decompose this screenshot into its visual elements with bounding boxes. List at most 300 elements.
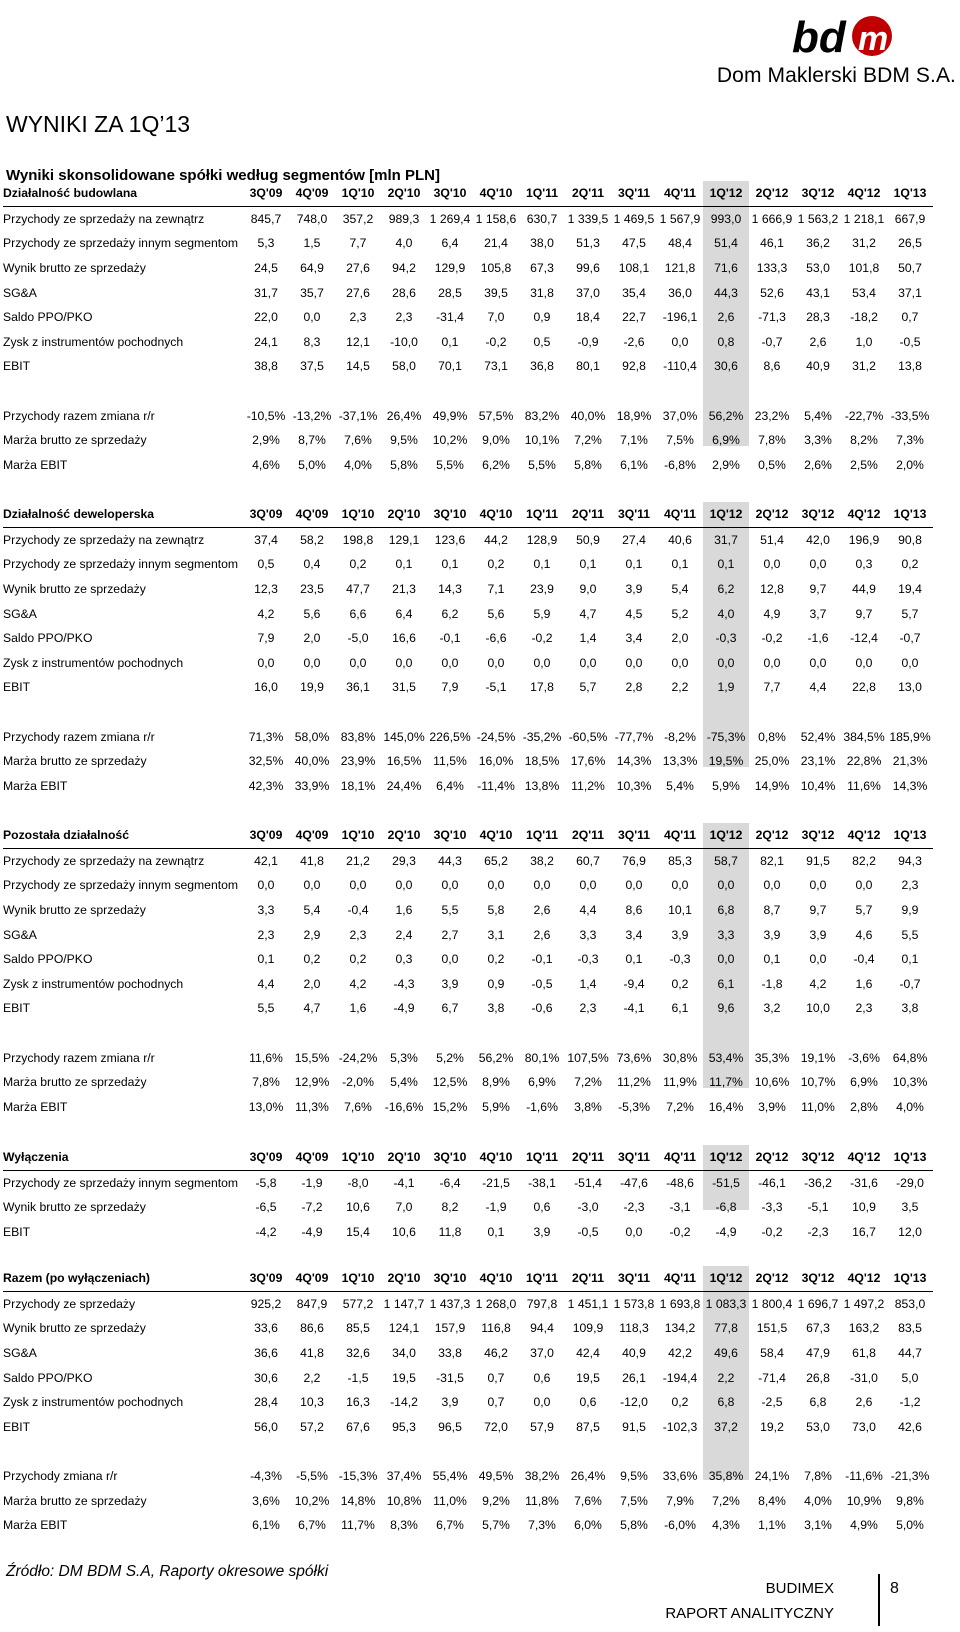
value-cell: 0,1	[533, 557, 551, 572]
value-cell: -48,6	[666, 1175, 694, 1190]
value-cell: 24,4%	[386, 778, 422, 793]
period-header: 2Q'10	[381, 1266, 427, 1291]
table-row	[3, 280, 933, 305]
value-cell: -5,8	[255, 1175, 277, 1190]
value-cell: 52,4%	[800, 729, 836, 744]
value-cell: -71,3	[758, 310, 786, 325]
value-cell: 70,1	[438, 359, 462, 374]
value-cell: 196,9	[848, 532, 880, 547]
value-cell: -13,2%	[292, 408, 332, 423]
value-cell: 5,4%	[666, 778, 694, 793]
row-label: Przychody ze sprzedaży innym segmentom	[3, 878, 239, 893]
value-cell: 47,9	[806, 1346, 830, 1361]
row-label: SG&A	[3, 1346, 37, 1361]
value-cell: 105,8	[480, 261, 512, 276]
value-cell: 9,8%	[896, 1493, 924, 1508]
value-cell: 925,2	[250, 1296, 282, 1311]
period-header: 2Q'11	[565, 1145, 611, 1170]
period-header: 2Q'11	[565, 1266, 611, 1291]
value-cell: 6,2	[717, 582, 735, 597]
value-cell: 5,0%	[298, 457, 326, 472]
value-cell: 4,2	[349, 976, 367, 991]
value-cell: 101,8	[848, 261, 880, 276]
value-cell: 0,0	[763, 878, 781, 893]
value-cell: 0,7	[901, 310, 919, 325]
value-cell: 21,3%	[892, 754, 928, 769]
value-cell: 67,6	[346, 1419, 370, 1434]
value-cell: 3,4	[625, 631, 643, 646]
value-cell: 0,0	[671, 334, 689, 349]
value-cell: 17,6%	[570, 754, 606, 769]
value-cell: -15,3%	[338, 1469, 378, 1484]
value-cell: 118,3	[619, 1321, 649, 1336]
value-cell: 7,7	[349, 236, 367, 251]
value-cell: -12,0	[620, 1395, 648, 1410]
value-cell: 357,2	[342, 211, 374, 226]
value-cell: 35,7	[300, 285, 324, 300]
row-label: Wynik brutto ze sprzedaży	[3, 582, 146, 597]
period-header: 4Q'11	[657, 181, 703, 206]
table-row	[3, 922, 933, 947]
table-row	[3, 1316, 933, 1341]
row-label: Marża EBIT	[3, 457, 68, 472]
value-cell: 23,9	[530, 582, 554, 597]
value-cell: 4,6%	[252, 457, 280, 472]
value-cell: 14,5	[346, 359, 370, 374]
value-cell: 73,6%	[616, 1050, 652, 1065]
value-cell: -0,2	[761, 1225, 783, 1240]
value-cell: 2,0	[303, 976, 321, 991]
value-cell: 9,7	[809, 582, 827, 597]
value-cell: 630,7	[526, 211, 558, 226]
table-row	[3, 1195, 933, 1220]
value-cell: 7,3%	[896, 433, 924, 448]
value-cell: 32,5%	[248, 754, 284, 769]
period-header: 3Q'10	[427, 1145, 473, 1170]
value-cell: 1,9	[717, 680, 735, 695]
period-header: 4Q'12	[841, 1266, 887, 1291]
value-cell: -77,7%	[614, 729, 654, 744]
value-cell: -1,6	[807, 631, 829, 646]
value-cell: 19,5	[392, 1370, 416, 1385]
row-label: Przychody ze sprzedaży innym segmentom	[3, 1175, 239, 1190]
value-cell: 0,9	[533, 310, 551, 325]
value-cell: 65,2	[484, 853, 508, 868]
value-cell: 26,4%	[570, 1469, 606, 1484]
value-cell: 15,5%	[294, 1050, 330, 1065]
period-header: 3Q'10	[427, 1266, 473, 1291]
value-cell: 42,4	[576, 1346, 600, 1361]
value-cell: 0,0	[533, 1395, 551, 1410]
value-cell: 6,9%	[528, 1075, 556, 1090]
value-cell: 4,2	[257, 606, 275, 621]
value-cell: 10,1%	[524, 433, 560, 448]
value-cell: -31,5	[436, 1370, 464, 1385]
value-cell: 847,9	[296, 1296, 328, 1311]
value-cell: 6,1%	[252, 1518, 280, 1533]
value-cell: 5,3%	[390, 1050, 418, 1065]
period-header: 2Q'12	[749, 1266, 795, 1291]
value-cell: 67,3	[530, 261, 554, 276]
period-header: 1Q'10	[335, 823, 381, 848]
table-row	[3, 774, 933, 799]
spacer-row	[3, 1021, 933, 1046]
value-cell: 96,5	[438, 1419, 462, 1434]
value-cell: 7,8%	[252, 1075, 280, 1090]
value-cell: 16,7	[852, 1225, 876, 1240]
value-cell: -0,4	[853, 952, 875, 967]
value-cell: -2,5	[761, 1395, 783, 1410]
period-header: 2Q'11	[565, 823, 611, 848]
value-cell: 5,9%	[482, 1099, 510, 1114]
value-cell: 145,0%	[383, 729, 425, 744]
value-cell: 26,1	[622, 1370, 646, 1385]
value-cell: 108,1	[618, 261, 650, 276]
value-cell: 5,6	[487, 606, 505, 621]
value-cell: 0,1	[671, 557, 689, 572]
period-header: 4Q'12	[841, 502, 887, 527]
value-cell: 1 218,1	[843, 211, 885, 226]
value-cell: 2,6	[533, 903, 551, 918]
value-cell: 577,2	[342, 1296, 374, 1311]
value-cell: 5,8%	[574, 457, 602, 472]
value-cell: 29,3	[392, 853, 416, 868]
value-cell: 0,6	[579, 1395, 597, 1410]
table-row	[3, 675, 933, 700]
value-cell: 42,0	[806, 532, 830, 547]
value-cell: 67,3	[806, 1321, 830, 1336]
value-cell: -21,3%	[890, 1469, 930, 1484]
value-cell: 198,8	[342, 532, 374, 547]
value-cell: 3,9	[763, 927, 781, 942]
period-header: 3Q'11	[611, 1145, 657, 1170]
value-cell: 11,8	[438, 1225, 462, 1240]
period-header: 1Q'12	[703, 1145, 749, 1170]
value-cell: 44,3	[438, 853, 462, 868]
value-cell: 33,9%	[294, 778, 330, 793]
value-cell: 8,7%	[298, 433, 326, 448]
value-cell: 0,0	[303, 878, 321, 893]
value-cell: 5,7	[901, 606, 919, 621]
value-cell: -5,3%	[618, 1099, 650, 1114]
value-cell: 7,1%	[620, 433, 648, 448]
value-cell: -5,0	[347, 631, 369, 646]
value-cell: 9,0%	[482, 433, 510, 448]
period-header: 1Q'11	[519, 1145, 565, 1170]
value-cell: 27,4	[622, 532, 646, 547]
value-cell: 51,3	[576, 236, 600, 251]
value-cell: 3,1	[487, 927, 505, 942]
value-cell: 8,2%	[850, 433, 878, 448]
value-cell: 9,2%	[482, 1493, 510, 1508]
value-cell: -31,6	[850, 1175, 878, 1190]
table-row	[3, 527, 933, 552]
value-cell: -2,6	[623, 334, 645, 349]
value-cell: 8,6	[763, 359, 781, 374]
segment-table	[3, 502, 933, 798]
value-cell: -6,5	[255, 1200, 277, 1215]
value-cell: 3,7	[809, 606, 827, 621]
value-cell: 0,6	[533, 1370, 551, 1385]
period-header: 4Q'11	[657, 1266, 703, 1291]
period-header: 1Q'11	[519, 823, 565, 848]
table-row	[3, 330, 933, 355]
value-cell: 0,0	[441, 952, 459, 967]
value-cell: 0,5%	[758, 457, 786, 472]
value-cell: 4,0	[717, 606, 735, 621]
value-cell: 12,9%	[294, 1075, 330, 1090]
value-cell: 1,0	[855, 334, 873, 349]
segment-table	[3, 1145, 933, 1244]
value-cell: -6,8%	[664, 457, 696, 472]
value-cell: -4,1	[623, 1001, 645, 1016]
value-cell: 31,5	[392, 680, 416, 695]
value-cell: 3,3%	[804, 433, 832, 448]
value-cell: 2,8	[625, 680, 643, 695]
period-header: 2Q'12	[749, 823, 795, 848]
value-cell: 6,7	[441, 1001, 459, 1016]
value-cell: 11,0%	[801, 1099, 835, 1114]
value-cell: 11,8%	[525, 1493, 559, 1508]
value-cell: 28,3	[806, 310, 830, 325]
value-cell: 49,6	[714, 1346, 738, 1361]
value-cell: 40,6	[668, 532, 692, 547]
value-cell: 16,0	[254, 680, 278, 695]
value-cell: 9,6	[717, 1001, 735, 1016]
value-cell: -0,5	[531, 976, 553, 991]
value-cell: 7,9	[441, 680, 459, 695]
value-cell: 10,0	[806, 1001, 830, 1016]
period-header: 4Q'11	[657, 502, 703, 527]
table-row	[3, 1070, 933, 1095]
value-cell: 18,5%	[524, 754, 560, 769]
period-header: 3Q'11	[611, 823, 657, 848]
value-cell: 10,4%	[800, 778, 836, 793]
row-label: Zysk z instrumentów pochodnych	[3, 976, 184, 991]
value-cell: 0,0	[625, 1225, 643, 1240]
table-row	[3, 1464, 933, 1489]
value-cell: 3,9	[441, 1395, 459, 1410]
row-label: Wynik brutto ze sprzedaży	[3, 1200, 146, 1215]
value-cell: -29,0	[896, 1175, 924, 1190]
period-header: 1Q'10	[335, 181, 381, 206]
value-cell: 0,0	[579, 878, 597, 893]
value-cell: -11,4%	[477, 778, 515, 793]
row-label: Saldo PPO/PKO	[3, 631, 93, 646]
value-cell: 6,1	[671, 1001, 689, 1016]
value-cell: 19,4	[898, 582, 922, 597]
period-header: 1Q'11	[519, 181, 565, 206]
value-cell: 121,8	[664, 261, 696, 276]
value-cell: 0,0	[303, 310, 321, 325]
period-header: 4Q'09	[289, 823, 335, 848]
value-cell: 77,8	[714, 1321, 738, 1336]
value-cell: 1 269,4	[429, 211, 471, 226]
value-cell: 3,5	[901, 1200, 919, 1215]
period-header: 1Q'12	[703, 181, 749, 206]
value-cell: 4,9%	[850, 1518, 878, 1533]
value-cell: 10,9	[852, 1200, 876, 1215]
value-cell: 10,1	[668, 903, 692, 918]
value-cell: 4,2	[809, 976, 827, 991]
value-cell: -5,5%	[296, 1469, 328, 1484]
value-cell: 36,2	[806, 236, 830, 251]
value-cell: 16,0%	[478, 754, 514, 769]
period-header: 4Q'10	[473, 1266, 519, 1291]
value-cell: -1,5	[347, 1370, 369, 1385]
table-row	[3, 601, 933, 626]
value-cell: 151,5	[756, 1321, 788, 1336]
value-cell: 1 573,8	[613, 1296, 655, 1311]
value-cell: 1 268,0	[475, 1296, 517, 1311]
table-header-row	[3, 1266, 933, 1291]
table-row	[3, 552, 933, 577]
segment-name: Wyłączenia	[3, 1145, 243, 1170]
value-cell: 5,8%	[390, 457, 418, 472]
value-cell: 2,3	[349, 927, 367, 942]
value-cell: 0,2	[901, 557, 919, 572]
value-cell: -14,2	[390, 1395, 418, 1410]
value-cell: 15,2%	[432, 1099, 468, 1114]
value-cell: 7,2%	[712, 1493, 740, 1508]
value-cell: 26,8	[806, 1370, 830, 1385]
value-cell: 73,0	[852, 1419, 876, 1434]
table-row	[3, 1513, 933, 1538]
value-cell: 0,0	[855, 878, 873, 893]
value-cell: 8,6	[625, 903, 643, 918]
value-cell: 26,4%	[386, 408, 422, 423]
row-label: Marża brutto ze sprzedaży	[3, 433, 147, 448]
value-cell: 2,3	[257, 927, 275, 942]
value-cell: 86,6	[300, 1321, 324, 1336]
value-cell: 33,6%	[662, 1469, 698, 1484]
value-cell: 0,2	[303, 952, 321, 967]
period-header: 1Q'13	[887, 823, 933, 848]
value-cell: -4,2	[255, 1225, 277, 1240]
value-cell: 31,7	[714, 532, 738, 547]
value-cell: 5,5%	[528, 457, 556, 472]
source-note: Źródło: DM BDM S.A, Raporty okresowe spółki	[6, 1563, 329, 1580]
value-cell: 4,7	[303, 1001, 321, 1016]
value-cell: 5,6	[303, 606, 321, 621]
value-cell: -51,4	[574, 1175, 602, 1190]
period-header: 3Q'12	[795, 823, 841, 848]
value-cell: 0,0	[809, 655, 827, 670]
value-cell: 42,1	[254, 853, 278, 868]
value-cell: -4,9	[301, 1225, 323, 1240]
value-cell: 36,8	[530, 359, 554, 374]
value-cell: 4,7	[579, 606, 597, 621]
value-cell: 71,3%	[248, 729, 284, 744]
value-cell: -4,3%	[250, 1469, 282, 1484]
value-cell: 24,5	[254, 261, 278, 276]
value-cell: 0,0	[533, 878, 551, 893]
value-cell: 8,9%	[482, 1075, 510, 1090]
row-label: Przychody ze sprzedaży na zewnątrz	[3, 853, 205, 868]
row-label: Przychody razem zmiana r/r	[3, 1050, 155, 1065]
segment-name: Pozostała działalność	[3, 823, 243, 848]
period-header: 1Q'13	[887, 1145, 933, 1170]
value-cell: -0,2	[531, 631, 553, 646]
value-cell: -31,4	[436, 310, 464, 325]
value-cell: 12,8	[760, 582, 784, 597]
value-cell: 2,4	[395, 927, 413, 942]
value-cell: 11,3%	[295, 1099, 329, 1114]
value-cell: -12,4	[850, 631, 878, 646]
period-header: 3Q'12	[795, 1266, 841, 1291]
value-cell: 5,5	[257, 1001, 275, 1016]
value-cell: 0,0	[533, 655, 551, 670]
value-cell: 11,0%	[433, 1493, 467, 1508]
value-cell: 3,9	[625, 582, 643, 597]
value-cell: -196,1	[662, 310, 698, 325]
value-cell: 5,2%	[436, 1050, 464, 1065]
value-cell: 1 693,8	[659, 1296, 701, 1311]
value-cell: 8,7	[763, 903, 781, 918]
value-cell: 44,9	[852, 582, 876, 597]
value-cell: -8,2%	[664, 729, 696, 744]
value-cell: 76,9	[622, 853, 646, 868]
value-cell: 0,1	[257, 952, 275, 967]
value-cell: 2,0%	[896, 457, 924, 472]
table-row	[3, 428, 933, 453]
value-cell: -4,3	[393, 976, 415, 991]
value-cell: -18,2	[850, 310, 878, 325]
value-cell: 4,4	[809, 680, 827, 695]
value-cell: 797,8	[526, 1296, 558, 1311]
value-cell: 1,1%	[758, 1518, 786, 1533]
value-cell: -71,4	[758, 1370, 786, 1385]
value-cell: 11,9%	[663, 1075, 697, 1090]
value-cell: 0,1	[395, 557, 413, 572]
period-header: 1Q'13	[887, 181, 933, 206]
value-cell: 0,8	[717, 334, 735, 349]
value-cell: -194,4	[662, 1370, 698, 1385]
value-cell: 7,5%	[666, 433, 694, 448]
table-header-row	[3, 1145, 933, 1170]
value-cell: -51,5	[712, 1175, 740, 1190]
value-cell: 2,8%	[850, 1099, 878, 1114]
value-cell: 48,4	[668, 236, 692, 251]
value-cell: -2,0%	[342, 1075, 374, 1090]
value-cell: 226,5%	[429, 729, 471, 744]
value-cell: 17,8	[530, 680, 554, 695]
value-cell: 2,3	[349, 310, 367, 325]
value-cell: 5,7%	[482, 1518, 510, 1533]
value-cell: 90,8	[898, 532, 922, 547]
value-cell: 43,1	[806, 285, 830, 300]
value-cell: 19,5	[576, 1370, 600, 1385]
value-cell: 23,5	[300, 582, 324, 597]
value-cell: 13,8	[898, 359, 922, 374]
value-cell: 31,7	[254, 285, 278, 300]
value-cell: 11,2%	[617, 1075, 651, 1090]
row-label: EBIT	[3, 1419, 31, 1434]
value-cell: -11,6%	[845, 1469, 883, 1484]
row-label: Marża EBIT	[3, 1518, 68, 1533]
row-label: Saldo PPO/PKO	[3, 1370, 93, 1385]
value-cell: 0,0	[671, 655, 689, 670]
value-cell: 0,7	[487, 1395, 505, 1410]
value-cell: 0,2	[349, 952, 367, 967]
period-header: 3Q'09	[243, 1266, 289, 1291]
value-cell: 2,3	[901, 878, 919, 893]
value-cell: 0,0	[855, 655, 873, 670]
value-cell: 10,7%	[800, 1075, 836, 1090]
value-cell: 7,2%	[574, 433, 602, 448]
value-cell: 5,4	[303, 903, 321, 918]
row-label: Marża brutto ze sprzedaży	[3, 754, 147, 769]
